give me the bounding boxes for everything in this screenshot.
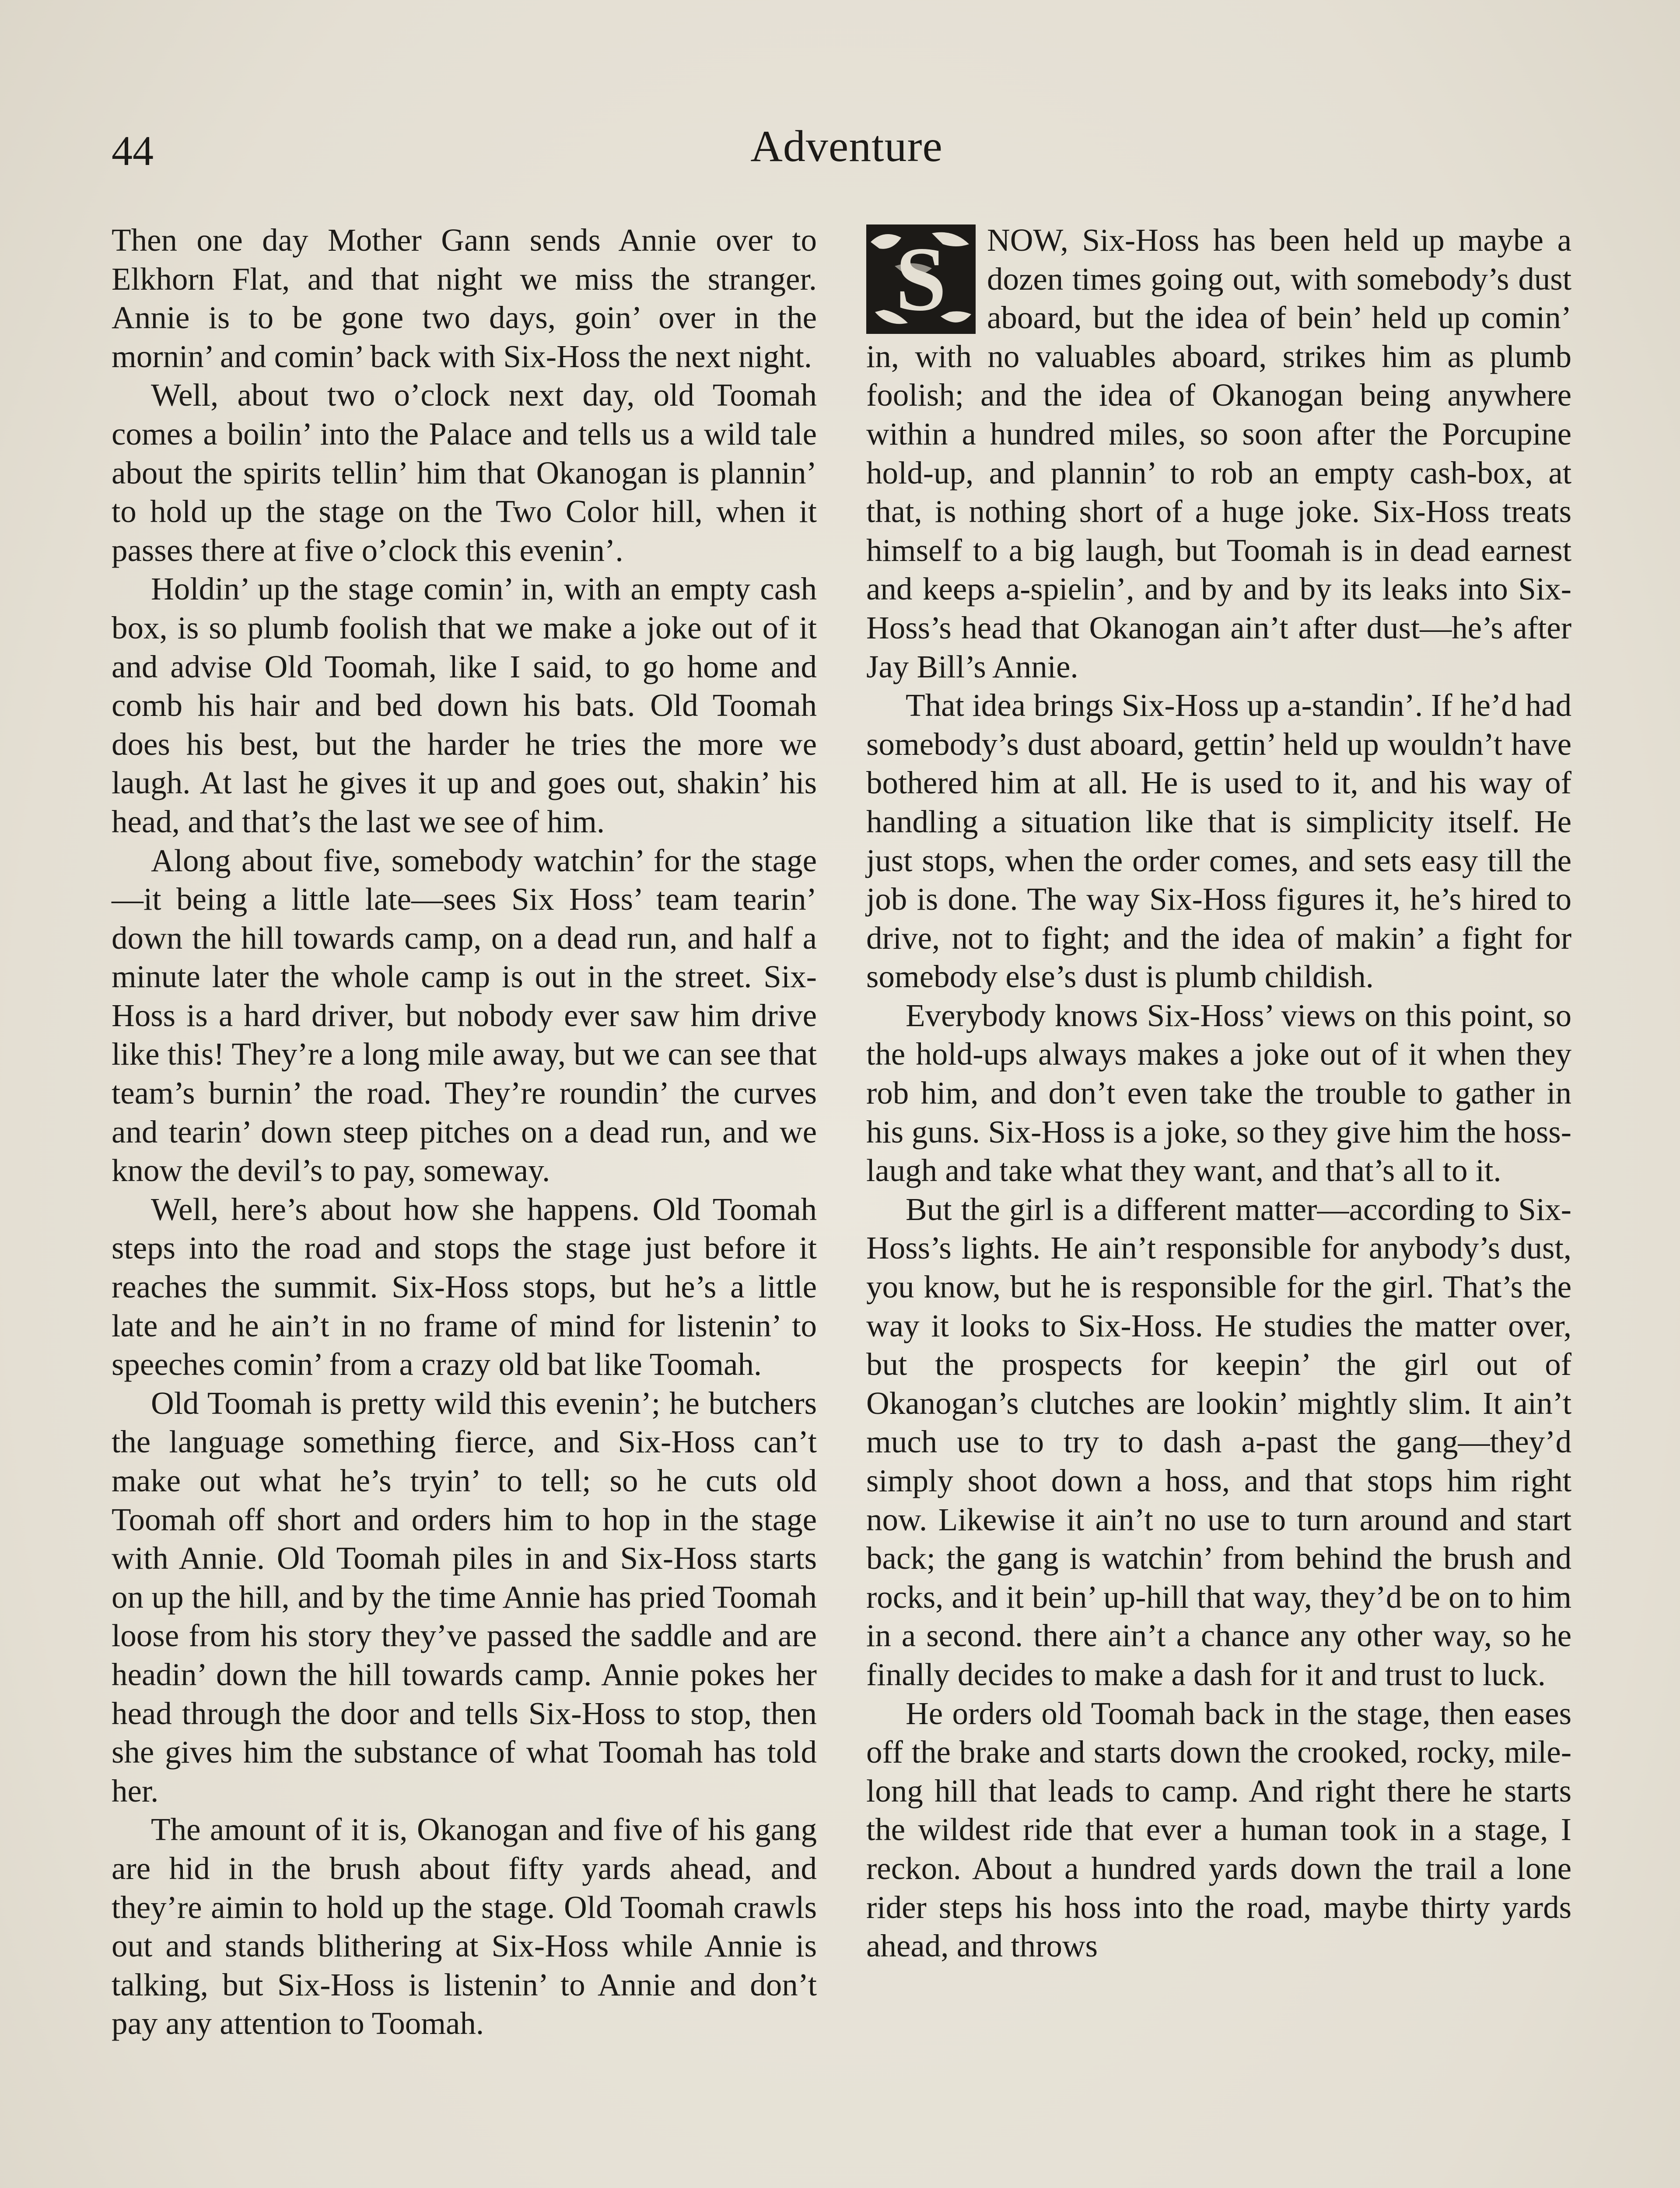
paragraph: The amount of it is, Okanogan and five of his gang are hid in the brush about fifty yards ahead, and they’re aimin to hold up the stage. Old Toomah crawls out and stands blithering at Six-Hoss while Annie is talking, but Six-Hoss is listenin’ to Annie and don’t pay any attention to Toomah.: [112, 1812, 817, 2041]
paragraph: He orders old Toomah back in the stage, then eases off the brake and starts down the crooked, rocky, mile-long hill that leads to camp. And right there he starts the wildest ride that ever a human took in a stage, I reckon. About a hundred yards down the trail a lone rider steps his hoss into the road, maybe thirty yards ahead, and throws: [866, 1695, 1572, 1964]
paragraph: Holdin’ up the stage comin’ in, with an empty cash box, is so plumb foolish that we make a joke out of it and advise Old Toomah, like I said, to go home and comb his hair and bed down his bats. Old Toomah does his best, but the harder he tries the more we laugh. At last he gives it up and goes out, shakin’ his head, and that’s the last we see of him.: [112, 571, 817, 839]
paragraph: Well, about two o’clock next day, old Toomah comes a boilin’ into the Palace and tells us a wild tale about the spirits tellin’ him that Okanogan is plannin’ to hold up the stage on the Two Color hill, when it passes there at five o’clock this evenin’.: [112, 377, 817, 568]
paragraph: Well, here’s about how she happens. Old Toomah steps into the road and stops the stage just before it reaches the summit. Six-Hoss stops, but he’s a little late and he ain’t in no frame of mind for listenin’ to speeches comin’ from a crazy old bat like Toomah.: [112, 1191, 817, 1382]
paragraph: But the girl is a different matter—according to Six-Hoss’s lights. He ain’t responsible for anybody’s dust, you know, but he is responsible for the girl. That’s the way it looks to Six-Hoss. He studies the matter over, but the prospects for keepin’ the girl out of Okanogan’s clutches are lookin’ mightly slim. It ain’t much use to try to dash a-past the gang—they’d simply shoot down a hoss, and that stops him right now. Likewise it ain’t no use to turn around and start back; the gang is watchin’ from behind the brush and rocks, and it bein’ up-hill that way, they’d be on to him in a second. there ain’t a chance any other way, so he finally decides to make a dash for it and trust to luck.: [866, 1191, 1572, 1692]
running-head: Adventure: [750, 122, 943, 171]
first-paragraph-text: NOW, Six-Hoss has been held up maybe a dozen times going out, with somebody’s dust aboard, but the idea of bein’ held up comin’ in, with no valuables aboard, strikes him as plumb foolish; and the idea of Okanogan being anywhere within a hundred miles, so soon after the Porcupine hold-up, and plannin’ to rob an empty cash-box, at that, is nothing short of a huge joke. Six-Hoss treats himself to a big laugh, but Toomah is in dead earnest and keeps a-spielin’, and by and by its leaks into Six-Hoss’s head that Okanogan ain’t after dust—he’s after Jay Bill’s Annie.: [866, 222, 1572, 684]
page-header: [112, 123, 1582, 184]
page-number: 44: [112, 127, 154, 174]
drop-cap-letter: S: [895, 228, 947, 330]
paragraph-with-drop-cap: [866, 221, 1572, 686]
drop-cap-s-ornament: [866, 224, 976, 334]
paragraph: That idea brings Six-Hoss up a-standin’. If he’d had somebody’s dust aboard, gettin’ held up wouldn’t have bothered him at all. He is used to it, and his way of handling a situation like that is simplicity itself. He just stops, when the order comes, and sets easy till the job is done. The way Six-Hoss figures it, he’s hired to drive, not to fight; and the idea of makin’ a fight for somebody else’s dust is plumb childish.: [866, 687, 1572, 995]
left-column: [112, 221, 817, 2043]
paragraph: Old Toomah is pretty wild this evenin’; he butchers the language something fierce, and Six-Hoss can’t make out what he’s tryin’ to tell; so he cuts old Toomah off short and orders him to hop in the stage with Annie. Old Toomah piles in and Six-Hoss starts on up the hill, and by the time Annie has pried Toomah loose from his story they’ve passed the saddle and are headin’ down the hill towards camp. Annie pokes her head through the door and tells Six-Hoss to stop, then she gives him the substance of what Toomah has told her.: [112, 1385, 817, 1809]
paragraph: Everybody knows Six-Hoss’ views on this point, so the hold-ups always makes a joke out of it when they rob him, and don’t even take the trouble to gather in his guns. Six-Hoss is a joke, so they give him the hoss-laugh and take what they want, and that’s all to it.: [866, 997, 1572, 1189]
paragraph: Then one day Mother Gann sends Annie over to Elkhorn Flat, and that night we miss the stranger. Annie is to be gone two days, goin’ over in the mornin’ and comin’ back with Six-Hoss the next night.: [112, 222, 817, 374]
right-column: [866, 221, 1572, 1966]
paragraph: Along about five, somebody watchin’ for the stage—it being a little late—sees Six Hoss’ team tearin’ down the hill towards camp, on a dead run, and half a minute later the whole camp is out in the street. Six-Hoss is a hard driver, but nobody ever saw him drive like this! They’re a long mile away, but we can see that team’s burnin’ the road. They’re roundin’ the curves and tearin’ down steep pitches on a dead run, and we know the devil’s to pay, someway.: [112, 842, 817, 1189]
